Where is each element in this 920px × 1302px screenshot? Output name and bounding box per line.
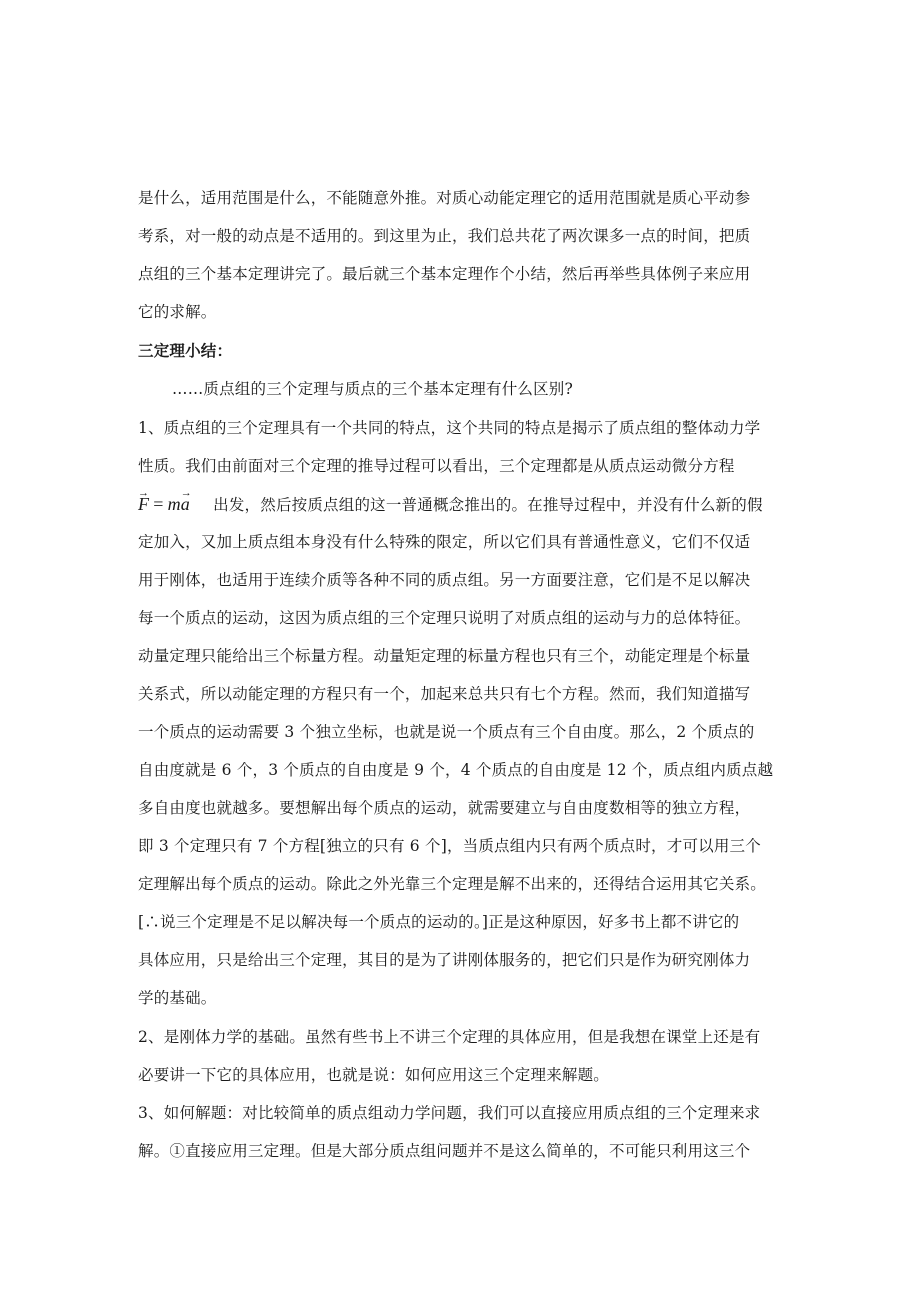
section1-line: [∴说三个定理是不足以解决每一个质点的运动的。]正是这种原因，好多书上都不讲它的 bbox=[138, 913, 740, 931]
formula-line-text: 出发，然后按质点组的这一普通概念推出的。在推导过程中，并没有什么新的假 bbox=[213, 496, 763, 514]
formula-equals: = bbox=[153, 494, 164, 514]
paragraph-line: 点组的三个基本定理讲完了。最后就三个基本定理作个小结，然后再举些具体例子来应用 bbox=[138, 265, 751, 283]
section1-line: 具体应用，只是给出三个定理，其目的是为了讲刚体服务的，把它们只是作为研究刚体力 bbox=[138, 951, 751, 969]
section2-line: 2、是刚体力学的基础。虽然有些书上不讲三个定理的具体应用，但是我想在课堂上还是有 bbox=[138, 1028, 761, 1046]
section1-line: 定理解出每个质点的运动。除此之外光靠三个定理是解不出来的，还得结合运用其它关系。 bbox=[138, 875, 767, 893]
formula-accel: → a bbox=[181, 494, 190, 514]
section1-line: 定加入，又加上质点组本身没有什么特殊的限定，所以它们具有普通性意义，它们不仅适 bbox=[138, 533, 751, 551]
section1-line: 自由度就是 6 个，3 个质点的自由度是 9 个，4 个质点的自由度是 12 个，质点组内质点越 bbox=[138, 761, 774, 779]
formula-force: → F bbox=[138, 494, 149, 514]
section1-line: 性质。我们由前面对三个定理的推导过程可以看出，三个定理都是从质点运动微分方程 bbox=[138, 457, 735, 475]
formula-line bbox=[138, 494, 763, 515]
section1-line: 即 3 个定理只有 7 个方程[独立的只有 6 个]，当质点组内只有两个质点时，才可以用三个 bbox=[138, 837, 761, 855]
section1-line: 关系式，所以动能定理的方程只有一个，加起来总共只有七个方程。然而，我们知道描写 bbox=[138, 685, 751, 703]
section1-line: 多自由度也就越多。要想解出每个质点的运动，就需要建立与自由度数相等的独立方程， bbox=[138, 799, 751, 817]
formula-mass: m bbox=[167, 494, 181, 514]
section1-line: 每一个质点的运动，这因为质点组的三个定理只说明了对质点组的运动与力的总体特征。 bbox=[138, 609, 751, 627]
section3-line: 解。①直接应用三定理。但是大部分质点组问题并不是这么简单的，不可能只利用这三个 bbox=[138, 1142, 751, 1160]
paragraph-line: 考系，对一般的动点是不适用的。到这里为止，我们总共花了两次课多一点的时间，把质 bbox=[138, 227, 751, 245]
section1-line: 动量定理只能给出三个标量方程。动量矩定理的标量方程也只有三个，动能定理是个标量 bbox=[138, 647, 751, 665]
section1-line: 用于刚体，也适用于连续介质等各种不同的质点组。另一方面要注意，它们是不足以解决 bbox=[138, 571, 751, 589]
section-heading: 三定理小结： bbox=[138, 341, 233, 360]
paragraph-line: 是什么，适用范围是什么，不能随意外推。对质心动能定理它的适用范围就是质心平动参 bbox=[138, 189, 751, 207]
section1-line: 1、质点组的三个定理具有一个共同的特点，这个共同的特点是揭示了质点组的整体动力学 bbox=[138, 419, 761, 437]
section3-line: 3、如何解题：对比较简单的质点组动力学问题，我们可以直接应用质点组的三个定理来求 bbox=[138, 1104, 761, 1122]
paragraph-line: 它的求解。 bbox=[138, 303, 217, 321]
question-line: ……质点组的三个定理与质点的三个基本定理有什么区别? bbox=[172, 380, 574, 398]
section1-line: 一个质点的运动需要 3 个独立坐标，也就是说一个质点有三个自由度。那么，2 个质点的 bbox=[138, 723, 755, 741]
section1-line: 学的基础。 bbox=[138, 989, 217, 1007]
section2-line: 必要讲一下它的具体应用，也就是说：如何应用这三个定理来解题。 bbox=[138, 1066, 610, 1084]
newton-formula bbox=[138, 494, 208, 514]
